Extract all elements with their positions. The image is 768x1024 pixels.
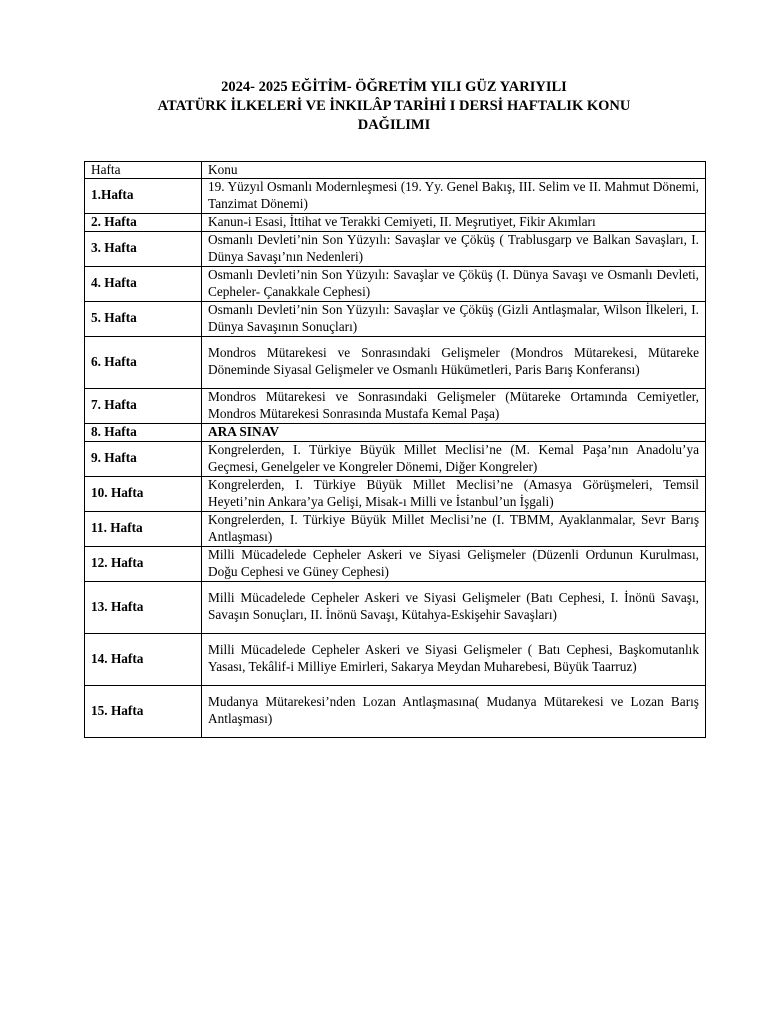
column-header-week: Hafta bbox=[85, 162, 202, 179]
table-row bbox=[85, 213, 706, 231]
table-header-row bbox=[85, 162, 706, 179]
topic-cell: Mondros Mütarekesi ve Sonrasındaki Gelişmeler (Mütareke Ortamında Cemiyetler, Mondros Mütarekesi Sonrasında Mustafa Kemal Paşa) bbox=[202, 388, 706, 423]
week-cell: 7. Hafta bbox=[85, 388, 202, 423]
table-row bbox=[85, 423, 706, 441]
table-row bbox=[85, 581, 706, 633]
column-header-topic: Konu bbox=[202, 162, 706, 179]
week-cell: 3. Hafta bbox=[85, 231, 202, 266]
topic-cell: Milli Mücadelede Cepheler Askeri ve Siyasi Gelişmeler (Batı Cephesi, I. İnönü Savaşı, Savaşın Sonuçları, II. İnönü Savaşı, Kütahya-Eskişehir Savaşları) bbox=[202, 581, 706, 633]
week-cell: 8. Hafta bbox=[85, 423, 202, 441]
table-row bbox=[85, 546, 706, 581]
week-cell: 12. Hafta bbox=[85, 546, 202, 581]
week-cell: 13. Hafta bbox=[85, 581, 202, 633]
topic-cell: Osmanlı Devleti’nin Son Yüzyılı: Savaşlar ve Çöküş (Gizli Antlaşmalar, Wilson İlkeleri, I. Dünya Savaşının Sonuçları) bbox=[202, 301, 706, 336]
week-cell: 14. Hafta bbox=[85, 633, 202, 685]
week-cell: 6. Hafta bbox=[85, 336, 202, 388]
week-cell: 2. Hafta bbox=[85, 213, 202, 231]
table-row bbox=[85, 388, 706, 423]
table-row bbox=[85, 336, 706, 388]
week-cell: 9. Hafta bbox=[85, 441, 202, 476]
table-row bbox=[85, 179, 706, 214]
topic-cell: Kongrelerden, I. Türkiye Büyük Millet Meclisi’ne (M. Kemal Paşa’nın Anadolu’ya Geçmesi, Genelgeler ve Kongreler Dönemi, Diğer Kongreler) bbox=[202, 441, 706, 476]
table-row bbox=[85, 633, 706, 685]
topic-cell: Osmanlı Devleti’nin Son Yüzyılı: Savaşlar ve Çöküş (I. Dünya Savaşı ve Osmanlı Devleti, Cepheler- Çanakkale Cephesi) bbox=[202, 266, 706, 301]
topic-cell: Mudanya Mütarekesi’nden Lozan Antlaşmasına( Mudanya Mütarekesi ve Lozan Barış Antlaşması) bbox=[202, 685, 706, 737]
table-row bbox=[85, 441, 706, 476]
table-row bbox=[85, 231, 706, 266]
table-row bbox=[85, 476, 706, 511]
title-line: DAĞILIMI bbox=[357, 117, 431, 133]
table-row bbox=[85, 511, 706, 546]
week-cell: 10. Hafta bbox=[85, 476, 202, 511]
title-line: 2024- 2025 EĞİTİM- ÖĞRETİM YILI GÜZ YARIYILI bbox=[221, 79, 567, 95]
topic-cell: Kongrelerden, I. Türkiye Büyük Millet Meclisi’ne (I. TBMM, Ayaklanmalar, Sevr Barış Antlaşması) bbox=[202, 511, 706, 546]
topic-cell: 19. Yüzyıl Osmanlı Modernleşmesi (19. Yy. Genel Bakış, III. Selim ve II. Mahmut Dönemi, Tanzimat Dönemi) bbox=[202, 179, 706, 214]
topic-cell: Osmanlı Devleti’nin Son Yüzyılı: Savaşlar ve Çöküş ( Trablusgarp ve Balkan Savaşları, I. Dünya Savaşı’nın Nedenleri) bbox=[202, 231, 706, 266]
title-line: ATATÜRK İLKELERİ VE İNKILÂP TARİHİ I DERSİ HAFTALIK KONU bbox=[157, 98, 631, 114]
week-cell: 4. Hafta bbox=[85, 266, 202, 301]
topic-cell: Mondros Mütarekesi ve Sonrasındaki Gelişmeler (Mondros Mütarekesi, Mütareke Döneminde Siyasal Gelişmeler ve Osmanlı Hükümetleri, Paris Barış Konferansı) bbox=[202, 336, 706, 388]
week-cell: 1.Hafta bbox=[85, 179, 202, 214]
topic-cell: Kanun-i Esasi, İttihat ve Terakki Cemiyeti, II. Meşrutiyet, Fikir Akımları bbox=[202, 213, 706, 231]
topic-cell: Milli Mücadelede Cepheler Askeri ve Siyasi Gelişmeler ( Batı Cephesi, Başkomutanlık Yasası, Tekâlif-i Milliye Emirleri, Sakarya Meydan Muharebesi, Büyük Taarruz) bbox=[202, 633, 706, 685]
table-row bbox=[85, 301, 706, 336]
topic-cell: Milli Mücadelede Cepheler Askeri ve Siyasi Gelişmeler (Düzenli Ordunun Kurulması, Doğu Cephesi ve Güney Cephesi) bbox=[202, 546, 706, 581]
topic-cell: ARA SINAV bbox=[202, 423, 706, 441]
table-row bbox=[85, 266, 706, 301]
week-cell: 5. Hafta bbox=[85, 301, 202, 336]
topic-cell: Kongrelerden, I. Türkiye Büyük Millet Meclisi’ne (Amasya Görüşmeleri, Temsil Heyeti’nin Ankara’ya Gelişi, Misak-ı Milli ve İstanbul’un İşgali) bbox=[202, 476, 706, 511]
week-cell: 11. Hafta bbox=[85, 511, 202, 546]
week-cell: 15. Hafta bbox=[85, 685, 202, 737]
table-row bbox=[85, 685, 706, 737]
document-title bbox=[84, 78, 704, 135]
weekly-topic-table bbox=[84, 161, 706, 738]
